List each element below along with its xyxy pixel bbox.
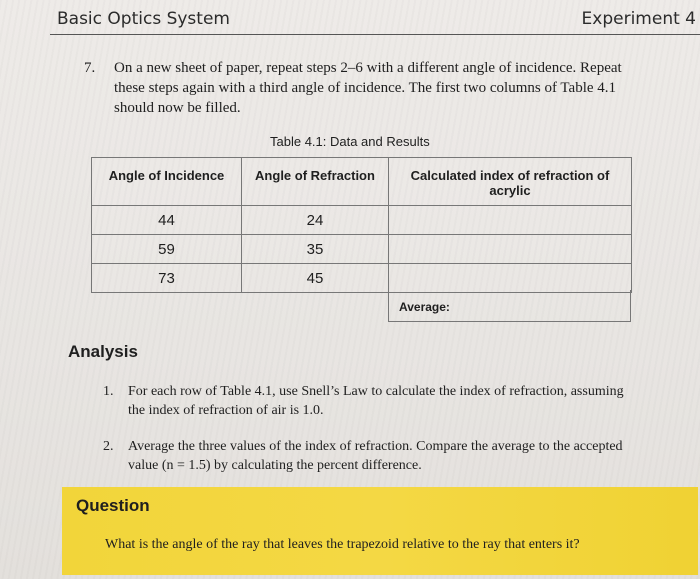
- average-cell: [388, 290, 631, 322]
- cell-index: [389, 235, 632, 264]
- header-title: Basic Optics System: [57, 9, 230, 29]
- question-text: What is the angle of the ray that leaves the trapezoid relative to the ray that enters it?: [105, 537, 580, 552]
- data-table: [91, 157, 632, 293]
- cell-refraction: 24: [242, 206, 389, 235]
- table-row: [92, 264, 632, 293]
- table-row: [92, 206, 632, 235]
- cell-incidence: 73: [92, 264, 242, 293]
- step-text: On a new sheet of paper, repeat steps 2–6 with a different angle of incidence. Repeat these steps again with a third angle of incidence. The first two columns of Table 4.1 should now be filled.: [114, 60, 622, 116]
- cell-refraction: 45: [242, 264, 389, 293]
- item-text: For each row of Table 4.1, use Snell’s Law to calculate the index of refraction, assuming the index of refraction of air is 1.0.: [128, 384, 624, 418]
- step-number: 7.: [84, 60, 96, 76]
- cell-incidence: 44: [92, 206, 242, 235]
- cell-refraction: 35: [242, 235, 389, 264]
- cell-incidence: 59: [92, 235, 242, 264]
- average-label: Average:: [399, 300, 450, 314]
- question-box: [62, 487, 698, 575]
- header-experiment: Experiment 4: [581, 9, 696, 29]
- table-header-row: [92, 158, 632, 206]
- header-angle-incidence: Angle of Incidence: [92, 158, 242, 206]
- item-number: 2.: [103, 439, 114, 454]
- table-row: [92, 235, 632, 264]
- cell-index: [389, 206, 632, 235]
- item-number: 1.: [103, 384, 114, 399]
- header-index-refraction: Calculated index of refraction of acrylic: [389, 158, 632, 206]
- page-header: [0, 6, 700, 34]
- header-angle-refraction: Angle of Refraction: [242, 158, 389, 206]
- analysis-heading: Analysis: [68, 342, 138, 361]
- cell-index: [389, 264, 632, 293]
- table-caption: Table 4.1: Data and Results: [270, 134, 430, 149]
- item-text: Average the three values of the index of refraction. Compare the average to the accepted value (n = 1.5) by calculating the percent difference.: [128, 439, 623, 473]
- header-divider: [50, 34, 700, 35]
- question-title: Question: [76, 496, 150, 515]
